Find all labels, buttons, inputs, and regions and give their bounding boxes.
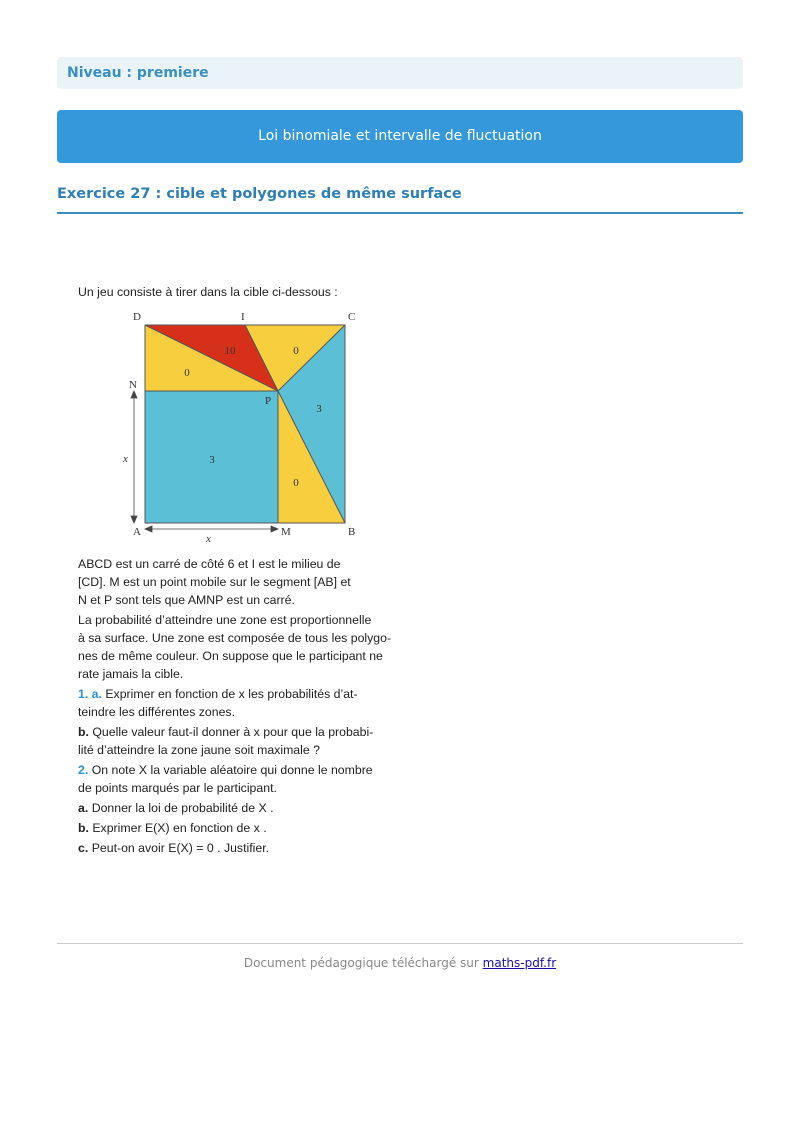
question-text-cont: lité d’atteindre la zone jaune soit maximale ? [78,743,320,757]
value-red: 10 [224,345,236,357]
question-2c [78,839,423,857]
question-text: Quelle valeur faut-il donner à x pour que la probabi- [92,725,374,739]
question-2 [78,761,423,779]
exercise-heading [57,186,743,214]
point-label-M: M [281,526,291,538]
question-number: 1. a. [78,687,102,701]
paragraph-line: rate jamais la cible. [78,667,184,681]
exercise-statement [78,555,423,857]
footer [57,956,743,970]
question-number: 2. [78,763,89,777]
footer-link[interactable]: maths-pdf.fr [482,956,557,970]
paragraph-line: nes de même couleur. On suppose que le participant ne [78,649,383,663]
footer-divider [57,943,743,944]
point-label-A: A [133,526,141,538]
question-1b [78,723,423,741]
question-number: b. [78,821,89,835]
variable-label-left: x [123,453,128,465]
question-text: Donner la loi de probabilité de X . [91,801,274,815]
variable-label-bottom: x [206,533,211,545]
question-text: Peut-on avoir E(X) = 0 . Justifier. [91,841,270,855]
question-text-cont: de points marqués par le participant. [78,781,277,795]
value-blue-right: 3 [316,403,322,415]
level-label: Niveau : premiere [67,65,209,81]
statement-line: N et P sont tels que AMNP est un carré. [78,593,295,607]
question-1a [78,685,423,703]
value-blue-square: 3 [209,454,215,466]
point-label-N: N [129,379,137,391]
exercise-intro: Un jeu consiste à tirer dans la cible ci-dessous : [78,285,338,299]
point-label-I: I [241,311,245,323]
target-figure [78,305,378,550]
footer-text: Document pédagogique téléchargé sur [243,956,479,970]
question-2b [78,819,423,837]
question-number: a. [78,801,89,815]
question-text: Exprimer E(X) en fonction de x . [92,821,267,835]
question-text: Exprimer en fonction de x les probabilités d’at- [105,687,358,701]
value-yellow-top: 0 [293,345,299,357]
question-number: c. [78,841,89,855]
paragraph-line: La probabilité d’atteindre une zone est proportionnelle [78,613,372,627]
point-label-P: P [265,395,272,407]
exercise-content [78,283,423,301]
value-yellow-left: 0 [184,367,190,379]
question-text: On note X la variable aléatoire qui donne le nombre [91,763,373,777]
chapter-title-bar [57,110,743,163]
chapter-title: Loi binomiale et intervalle de fluctuation [258,128,542,144]
question-text-cont: teindre les différentes zones. [78,705,235,719]
value-yellow-bottom: 0 [293,477,299,489]
exercise-heading-text: Exercice 27 : cible et polygones de même surface [57,186,462,202]
question-2a [78,799,423,817]
level-banner [57,57,743,89]
statement-line: [CD]. M est un point mobile sur le segment [AB] et [78,575,351,589]
statement-line: ABCD est un carré de côté 6 et I est le milieu de [78,557,341,571]
point-label-B: B [348,526,356,538]
point-label-D: D [133,311,141,323]
paragraph-line: à sa surface. Une zone est composée de tous les polygo- [78,631,392,645]
point-label-C: C [348,311,356,323]
question-number: b. [78,725,89,739]
